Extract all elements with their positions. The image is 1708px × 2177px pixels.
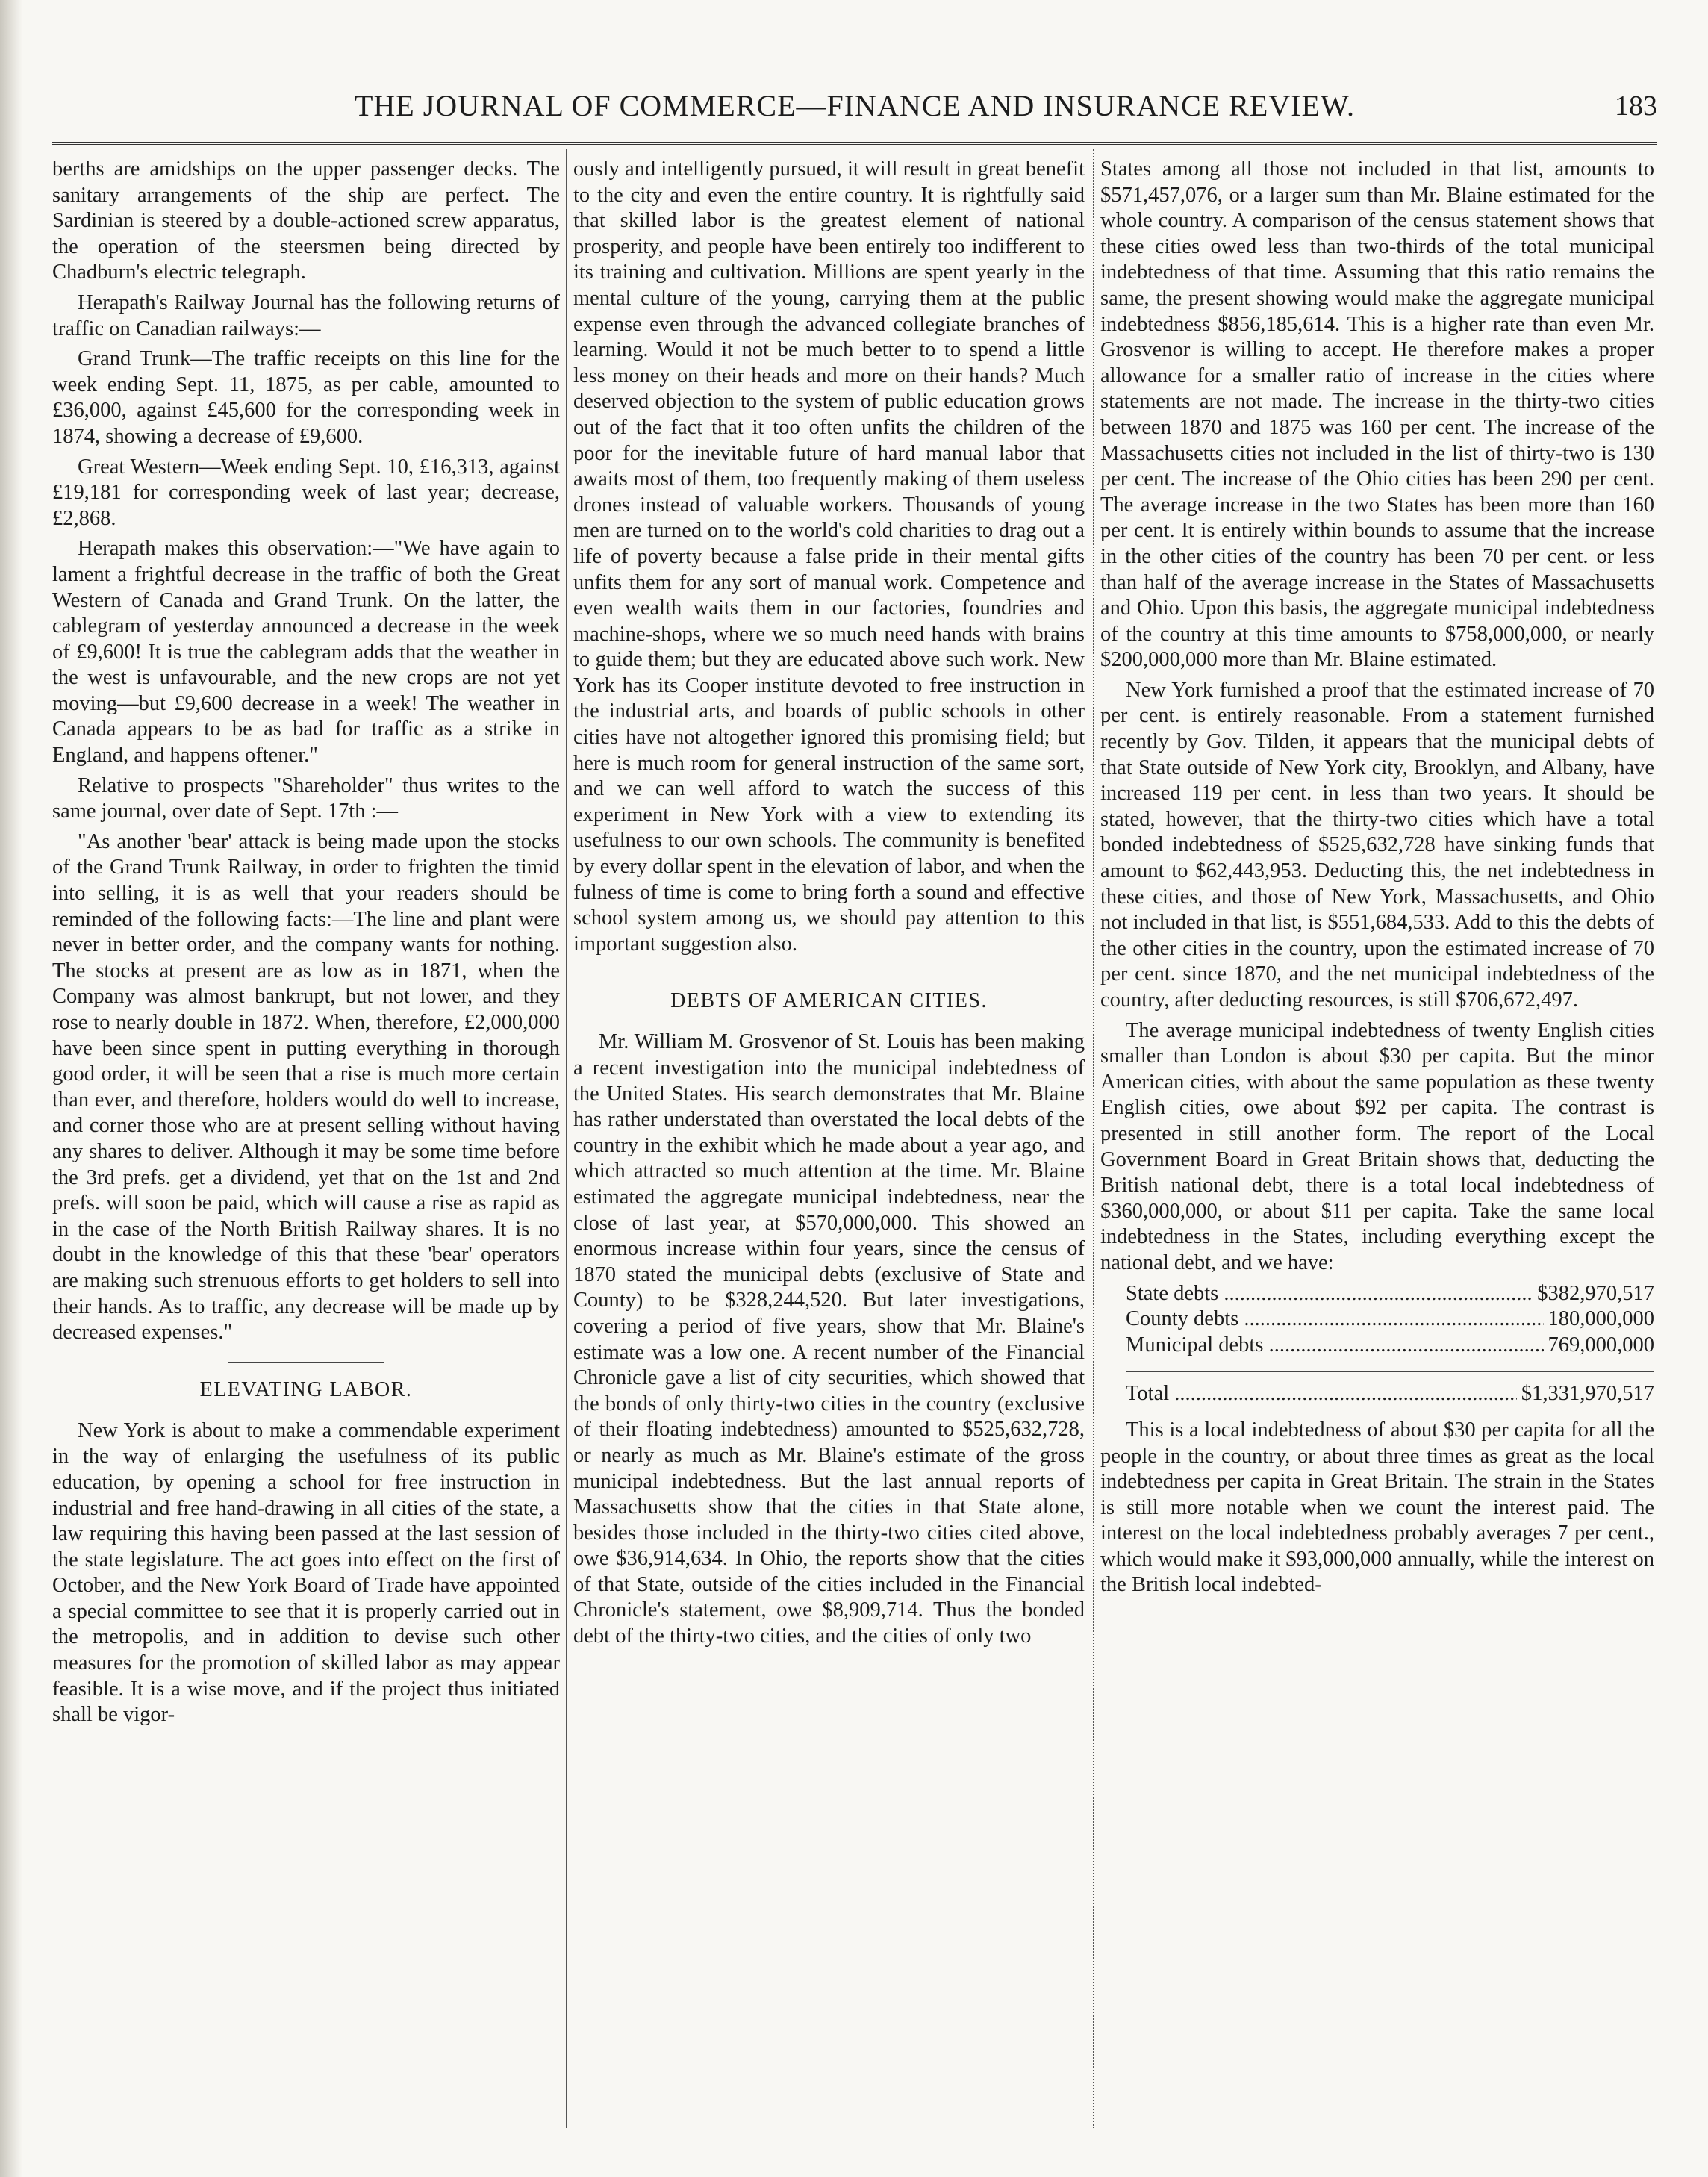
paragraph: This is a local indebtedness of about $30 per capita for all the people in the country, or about three times as great as the local indebtedness per capita in Great Britain. The strain in the States is still more notable when we count the interest paid. The interest on the local indebtedness probably averages 7 per cent., which would make it $93,000,000 annually, while the interest on the British local indebted-: [1100, 1418, 1654, 1597]
table-row: [1126, 1333, 1654, 1359]
total-value: $1,331,970,517: [1521, 1382, 1654, 1406]
page-header: [52, 84, 1657, 128]
county-debts-value: 180,000,000: [1548, 1307, 1654, 1331]
paragraph: Herapath's Railway Journal has the following returns of traffic on Canadian railways:—: [52, 290, 560, 340]
table-total-row: [1126, 1371, 1654, 1407]
paragraph: ously and intelligently pursued, it will result in great benefit to the city and even the entire country. It is rightfully said that skilled labor is the greatest element of national prosperity, and people have been entirely too indifferent to its training and cultivation. Millions are spent yearly in the mental culture of the young, carrying them at the public expense even through the advanced collegiate branches of learning. Would it not be much better to to spend a little less money on their heads and more on their hands? Much deserved objection to the system of public education grows out of the fact that it too often unfits the children of the poor for the inevitable future of hard manual labor that awaits most of them, too frequently making of them useless drones instead of valuable workers. Thousands of young men are turned on to the world's cold charities to drag out a life of poverty because a false pride in their mental gifts unfits them for any sort of manual work. Competence and even wealth waits them in our factories, foundries and machine-shops, where we so much need hands with brains to guide them; but they are educated above such work. New York has its Cooper institute devoted to free instruction in the industrial arts, and boards of public schools in other cities have not altogether ignored this promising field; but here is much room for general instruction of the same sort, and we can well afford to watch the success of this experiment in New York with a view to extending its usefulness to our own schools. The community is benefited by every dollar spent in the elevation of labor, and when the fulness of time is come to bring forth a sound and effective school system among us, we should pay attention to this important suggestion also.: [573, 158, 1085, 956]
section-rule: [228, 1362, 384, 1363]
paragraph: States among all those not included in that list, amounts to $571,457,076, or a larger sum than Mr. Blaine estimated for the whole country. A comparison of the census statement shows that these cities owed less than two-thirds of the total municipal indebtedness of that time. Assuming that this ratio remains the same, the present showing would make the aggregate municipal indebtedness $856,185,614. This is a higher rate than even Mr. Grosvenor is willing to accept. He therefore makes a proper allowance for a smaller ratio of increase in the cities where statements are not made. The increase in the thirty-two cities between 1870 and 1875 was 160 per cent. The increase of the Massachusetts cities not included in the list of thirty-two is 130 per cent. The increase of the Ohio cities has been 290 per cent. The average increase in the two States has been more than 160 per cent. It is entirely within bounds to assume that the increase in the other cities of the country has been 70 per cent. or less than half of the average increase in the States of Massachusetts and Ohio. Upon this basis, the aggregate municipal indebtedness of the country at this time amounts to $758,000,000, or nearly $200,000,000 more than Mr. Blaine estimated.: [1100, 158, 1654, 672]
paragraph: Herapath makes this observation:—"We have again to lament a frightful decrease in the traffic of both the Great Western of Canada and Grand Trunk. On the latter, the cablegram of yesterday announced a decrease in the week of £9,600! It is true the cablegram adds that the weather in the west is unfavourable, and the new crops are not yet moving—but £9,600 decrease in a week! The weather in Canada appears to be as bad for traffic as a strike in England, and happens oftener.": [52, 537, 560, 767]
state-debts-value: $382,970,517: [1537, 1281, 1654, 1305]
column-3: [1100, 157, 1654, 2120]
paragraph: Great Western—Week ending Sept. 10, £16,313, against £19,181 for corresponding week of last year; decrease, £2,868.: [52, 455, 560, 530]
county-debts-label: County debts .....: [1126, 1306, 1544, 1333]
table-row: [1126, 1306, 1654, 1333]
state-debts-label: State debts .....: [1126, 1281, 1533, 1307]
column-divider-2: [1093, 149, 1094, 2128]
column-2: [573, 157, 1085, 2120]
section-heading-elevating-labor: ELEVATING LABOR.: [199, 1377, 413, 1401]
scan-edge-shadow: [0, 0, 22, 2177]
paragraph: berths are amidships on the upper passenger decks. The sanitary arrangements of the ship are perfect. The Sardinian is steered by a double-actioned screw apparatus, the operation of the steersmen being directed by Chadburn's electric telegraph.: [52, 158, 560, 284]
paragraph: Relative to prospects "Shareholder" thus writes to the same journal, over date of Sept. 17th :—: [52, 773, 560, 823]
header-rule: [52, 142, 1657, 145]
section-heading-debts-of-american-cities: DEBTS OF AMERICAN CITIES.: [670, 989, 988, 1013]
municipal-debts-value: 769,000,000: [1548, 1333, 1654, 1357]
debts-table: [1126, 1281, 1654, 1407]
journal-title: THE JOURNAL OF COMMERCE—FINANCE AND INSURANCE REVIEW.: [354, 89, 1356, 122]
paragraph: New York furnished a proof that the estimated increase of 70 per cent. is entirely reasonable. From a statement furnished recently by Gov. Tilden, it appears that the municipal debts of that State outside of New York city, Brooklyn, and Albany, have increased 119 per cent. in less than two years. It should be stated, however, that the thirty-two cities which have a total bonded indebtedness of $525,632,728 have sinking funds that amount to $62,443,953. Deducting this, the net indebtedness in these cities, and those of New York, Massachusetts, and Ohio not included in that list, is $551,684,533. Add to this the debts of the other cities in the country, upon the estimated increase of 70 per cent. since 1870, and the net municipal indebtedness of the country, after deducting resources, is still $706,672,497.: [1100, 678, 1654, 1012]
table-row: [1126, 1281, 1654, 1307]
paragraph: Grand Trunk—The traffic receipts on this line for the week ending Sept. 11, 1875, as per cable, amounted to £36,000, against £45,600 for the corresponding week in 1874, showing a decrease of £9,600.: [52, 347, 560, 448]
column-divider-1: [566, 149, 567, 2128]
paragraph: The average municipal indebtedness of twenty English cities smaller than London is about $30 per capita. But the minor American cities, with about the same population as these twenty English cities, owe about $92 per capita. The contrast is presented in still another form. The report of the Local Government Board in Great Britain shows that, deducting the British national debt, there is a total local indebtedness of $360,000,000, or about $11 per capita. Take the same local indebtedness in the States, including everything except the national debt, and we have:: [1100, 1018, 1654, 1274]
paragraph: New York is about to make a commendable experiment in the way of enlarging the usefulness of its public education, by opening a school for free instruction in industrial and free hand-drawing in all cities of the state, a law requiring this having been passed at the last session of the state legislature. The act goes into effect on the first of October, and the New York Board of Trade have appointed a special committee to see that it is properly carried out in the metropolis, and in addition to devise such other measures for the promotion of skilled labor as may appear feasible. It is a wise move, and if the project thus initiated shall be vigor-: [52, 1418, 560, 1727]
total-label: Total .....: [1126, 1381, 1517, 1407]
paragraph: "As another 'bear' attack is being made upon the stocks of the Grand Trunk Railway, in order to frighten the timid into selling, it is as well that your readers should be reminded of the following facts:—The line and plant were never in better order, and the company wants for nothing. The stocks at present are as low as in 1871, when the Company was almost bankrupt, but not lower, and they rose to nearly double in 1872. When, therefore, £2,000,000 have been since spent in putting everything in thorough good order, it will be seen that a rise is much more certain than ever, and therefore, holders would do well to increase, and corner those who are at present selling without having any shares to deliver. Although it may be some time before the 3rd prefs. get a dividend, yet that on the 1st and 2nd prefs. will soon be paid, which will cause a rise as rapid as in the case of the North British Railway shares. It is no doubt in the knowledge of this that these 'bear' operators are making such strenuous efforts to get holders to sell into their hands. As to traffic, any decrease will be made up by decreased expenses.": [52, 829, 560, 1345]
page-number: 183: [1615, 90, 1657, 122]
column-1: [52, 157, 560, 2120]
municipal-debts-label: Municipal debts .....: [1126, 1333, 1544, 1359]
paragraph: Mr. William M. Grosvenor of St. Louis has been making a recent investigation into the municipal indebtedness of the United States. His search demonstrates that Mr. Blaine has rather understated than overstated the local debts of the country in the exhibit which he made about a year ago, and which attracted so much attention at the time. Mr. Blaine estimated the aggregate municipal indebtedness, near the close of last year, at $570,000,000. This showed an enormous increase within four years, since the census of 1870 stated the municipal debts (exclusive of State and County) to be $328,244,520. But later investigations, covering a period of five years, show that Mr. Blaine's estimate was a low one. A recent number of the Financial Chronicle gave a list of city securities, which showed that the bonds of only thirty-two cities in the country (exclusive of their floating indebtedness) amounted to $525,632,728, or nearly as much as Mr. Blaine's estimate of the gross municipal indebtedness. But the last annual reports of Massachusetts show that the cities in that State alone, besides those included in the thirty-two cities cited above, owe $36,914,634. In Ohio, the reports show that the cities of that State, outside of the cities included in the Financial Chronicle's statement, owe $8,909,714. Thus the bonded debt of the thirty-two cities, and the cities of only two: [573, 1030, 1085, 1648]
